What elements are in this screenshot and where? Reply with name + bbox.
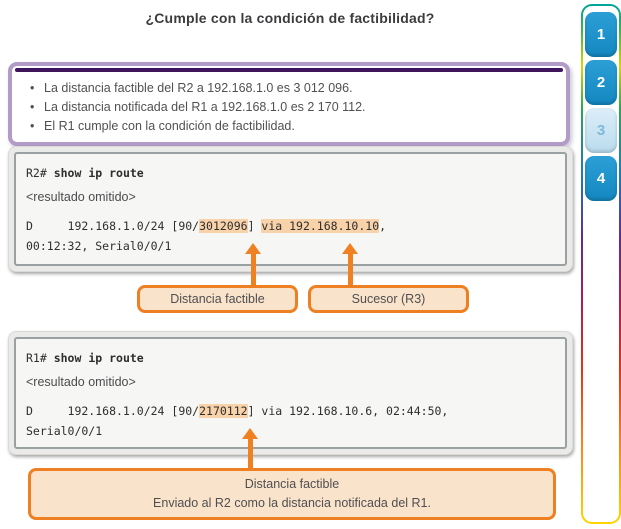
callout-line2: Enviado al R2 como la distancia notificada del R1. — [153, 496, 431, 510]
terminal-r1-omitted: <resultado omitido> — [26, 375, 136, 389]
callout-reported-distance — [28, 468, 556, 520]
arrow-head-icon — [245, 243, 261, 254]
callout-successor — [308, 285, 469, 313]
step-button-1[interactable]: 1 — [585, 12, 617, 57]
arrow-stem — [248, 439, 253, 469]
summary-bullet-list — [12, 72, 566, 136]
arrow-head-icon — [342, 243, 358, 254]
terminal-r2-command-line: R2# show ip route — [26, 166, 144, 180]
command-text: show ip route — [53, 351, 144, 365]
terminal-r1-command-line: R1# show ip route — [26, 351, 144, 365]
callout-line1: Distancia factible — [244, 477, 340, 491]
up-arrow-successor — [342, 243, 358, 286]
summary-bullet: • La distancia factible del R2 a 192.168.1.0 es 3 012 096. — [30, 79, 556, 98]
terminal-r2-content — [14, 152, 567, 266]
page-title: ¿Cumple con la condición de factibilidad? — [145, 10, 435, 26]
arrow-stem — [348, 254, 353, 286]
callout-feasible-distance — [137, 285, 298, 313]
up-arrow-reported-distance — [242, 428, 258, 469]
terminal-r1-route-line2: Serial0/0/1 — [26, 424, 103, 438]
terminal-r2-omitted: <resultado omitido> — [26, 190, 136, 204]
summary-box — [8, 62, 570, 146]
arrow-head-icon — [242, 428, 258, 439]
step-button-2[interactable]: 2 — [585, 60, 617, 105]
feasible-distance-value: 3012096 — [199, 219, 248, 233]
arrow-stem — [251, 254, 256, 286]
summary-bullet: • La distancia notificada del R1 a 192.168.1.0 es 2 170 112. — [30, 98, 556, 117]
summary-bullet: • El R1 cumple con la condición de factibilidad. — [30, 117, 556, 136]
step-button-4[interactable]: 4 — [585, 156, 617, 201]
terminal-r1 — [8, 331, 573, 455]
step-button-3[interactable]: 3 — [585, 108, 617, 153]
reported-distance-value: 2170112 — [199, 404, 248, 418]
callout-label: Distancia factible — [170, 292, 265, 306]
terminal-r2-route-line: D 192.168.1.0/24 [90/3012096] via 192.168.10.10, — [26, 219, 387, 233]
terminal-r2 — [8, 146, 573, 272]
successor-via-value: via 192.168.10.10 — [261, 219, 380, 233]
up-arrow-feasible-distance — [245, 243, 261, 286]
step-nav-strip — [581, 4, 621, 524]
command-text: show ip route — [53, 166, 144, 180]
callout-label: Sucesor (R3) — [351, 292, 426, 306]
terminal-r1-route-line: D 192.168.1.0/24 [90/2170112] via 192.168.10.6, 02:44:50, — [26, 404, 449, 418]
terminal-r1-content — [14, 337, 567, 449]
step-nav-inner — [583, 6, 619, 522]
terminal-r2-route-line2: 00:12:32, Serial0/0/1 — [26, 239, 172, 253]
